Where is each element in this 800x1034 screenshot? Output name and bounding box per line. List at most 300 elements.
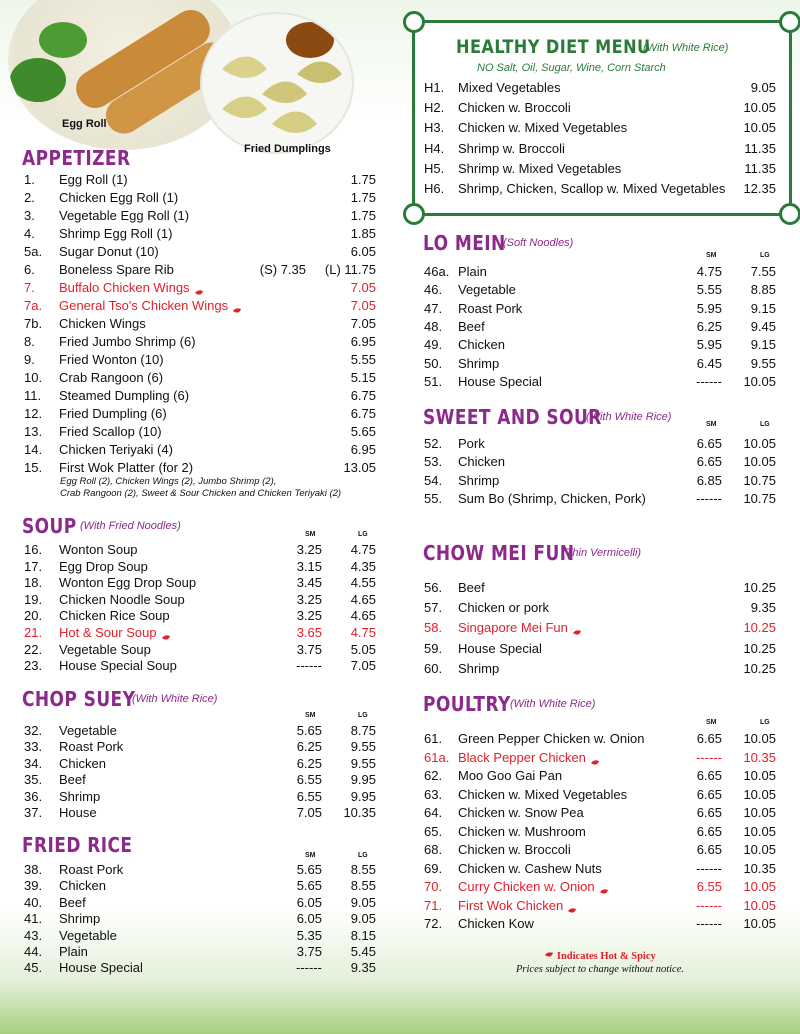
item-number: 57. (424, 600, 443, 616)
item-number: 72. (424, 916, 443, 931)
item-number: 12. (24, 406, 43, 421)
item-number: 7. (24, 280, 35, 295)
item-number: 10. (24, 370, 43, 385)
soup-sm-header: SM (305, 531, 316, 538)
item-price-large: 9.95 (350, 772, 376, 788)
menu-item (24, 225, 379, 243)
item-number: 39. (24, 878, 43, 894)
item-name: Shrimp (458, 472, 500, 488)
item-number: 55. (424, 490, 443, 506)
menu-item (24, 755, 379, 773)
sweet-sour-title: SWEET AND SOUR (423, 405, 602, 429)
menu-item (424, 263, 779, 281)
lo-mein-title: LO MEIN (423, 231, 506, 255)
lo-mein-lg-header: LG (760, 252, 770, 259)
fried-rice-sm-header: SM (305, 852, 316, 859)
item-price-large: 9.05 (350, 894, 376, 910)
item-number: 44. (24, 944, 43, 959)
item-name: Wonton Egg Drop Soup (59, 575, 197, 591)
menu-item (24, 894, 379, 912)
item-price: 6.95 (350, 442, 376, 457)
menu-item (24, 171, 379, 189)
item-name: Shrimp, Chicken, Scallop w. Mixed Vegetables (458, 181, 726, 196)
item-name: Shrimp (458, 355, 500, 371)
item-price-small: 6.25 (296, 755, 322, 771)
item-name: Shrimp (59, 788, 101, 804)
menu-item (424, 730, 779, 748)
item-price-large: 10.05 (743, 731, 776, 746)
item-price-small: 6.65 (696, 842, 722, 857)
menu-item (24, 657, 379, 675)
item-name: Beef (458, 580, 485, 595)
healthy-note: NO Salt, Oil, Sugar, Wine, Corn Starch (477, 62, 666, 74)
item-price-large: 8.85 (750, 282, 776, 298)
item-price-small: ------ (296, 960, 322, 976)
item-number: 32. (24, 723, 43, 738)
item-price-small: ------ (696, 916, 722, 931)
item-price-large: 10.35 (743, 749, 776, 765)
item-price: 10.25 (743, 620, 776, 636)
menu-item (424, 786, 779, 804)
soup-title: SOUP (22, 514, 77, 538)
item-name: Plain (458, 264, 487, 279)
item-price-large: 10.75 (743, 472, 776, 488)
item-price-large: 10.05 (743, 805, 776, 820)
item-price-small: ------ (696, 490, 722, 506)
menu-item (24, 315, 379, 333)
menu-item (424, 599, 779, 617)
item-name: Green Pepper Chicken w. Onion (458, 731, 645, 746)
item-number: 51. (424, 373, 443, 389)
item-name: Shrimp (59, 911, 101, 927)
dumplings-photo (200, 12, 354, 154)
item-price-small: 4.75 (696, 264, 722, 279)
item-name: Chicken Rice Soup (59, 608, 170, 624)
item-price-large: 10.75 (743, 490, 776, 506)
item-name: Chicken w. Mushroom (458, 823, 586, 839)
item-price-small: 5.55 (696, 282, 722, 298)
item-number: 15. (24, 460, 43, 475)
item-price-large: 10.05 (743, 786, 776, 802)
menu-item (24, 541, 379, 559)
item-name: Crab Rangoon (6) (59, 370, 164, 385)
item-price-large: 9.05 (350, 911, 376, 927)
item-price-small: 6.85 (696, 472, 722, 488)
poultry-sm-header: SM (706, 719, 717, 726)
item-name: Vegetable Egg Roll (1) (59, 208, 190, 223)
item-price-large: 9.15 (750, 300, 776, 316)
item-price: 10.25 (743, 580, 776, 595)
menu-item (424, 300, 779, 318)
menu-item (424, 160, 779, 178)
appetizer-title: APPETIZER (22, 146, 131, 170)
soup-subtitle: (With Fried Noodles) (80, 520, 181, 532)
menu-item (24, 189, 379, 207)
item-name: Chicken Egg Roll (1) (59, 190, 179, 205)
item-name: Moo Goo Gai Pan (458, 768, 563, 783)
menu-item (424, 281, 779, 299)
item-price: 1.75 (350, 190, 376, 205)
item-price-large: 10.05 (743, 823, 776, 839)
item-name: Roast Pork (59, 739, 124, 755)
menu-item (24, 207, 379, 225)
item-price-small: ------ (696, 373, 722, 389)
item-number: 3. (24, 208, 35, 223)
menu-item (24, 861, 379, 879)
item-price-small: (S) 7.35 (259, 262, 306, 277)
healthy-title: HEALTHY DIET MENU (456, 36, 651, 58)
item-price-small: 6.25 (696, 318, 722, 334)
item-number: 53. (424, 454, 443, 470)
menu-item (24, 441, 379, 459)
item-price-small: 5.65 (296, 862, 322, 877)
chow-mei-fun-title: CHOW MEI FUN (423, 541, 575, 565)
item-price-small: 6.65 (696, 805, 722, 820)
item-price-large: 10.05 (743, 373, 776, 389)
egg-roll-caption: Egg Roll (62, 118, 107, 130)
item-price: 6.95 (350, 334, 376, 349)
item-name: Vegetable (458, 282, 516, 298)
item-name: Wonton Soup (59, 542, 138, 557)
item-name: Chicken (59, 755, 106, 771)
menu-item (24, 771, 379, 789)
menu-item (24, 877, 379, 895)
item-number: 68. (424, 842, 443, 857)
menu-item (24, 624, 379, 642)
item-name: Black Pepper Chicken (458, 749, 586, 765)
item-price-large: 9.55 (750, 355, 776, 371)
menu-item (424, 453, 779, 471)
chop-suey-title: CHOP SUEY (22, 687, 136, 711)
item-number: 63. (424, 786, 443, 802)
item-price-large: 10.05 (743, 842, 776, 857)
sweet-sour-subtitle: (With White Rice) (586, 411, 672, 423)
menu-item (424, 140, 779, 158)
item-price-small: 5.65 (296, 723, 322, 738)
item-number: 20. (24, 608, 43, 624)
item-name: Roast Pork (458, 300, 523, 316)
item-price-small: ------ (696, 860, 722, 876)
item-number: H3. (424, 120, 445, 136)
item-number: 5a. (24, 244, 43, 259)
sweet-sour-lg-header: LG (760, 421, 770, 428)
item-price-large: 9.95 (350, 788, 376, 804)
item-number: 9. (24, 352, 35, 367)
lo-mein-sm-header: SM (706, 252, 717, 259)
menu-item (424, 749, 779, 767)
item-number: H5. (424, 160, 445, 176)
menu-item (424, 660, 779, 678)
item-name: Fried Scallop (10) (59, 424, 162, 439)
item-number: 64. (424, 805, 443, 820)
item-number: 56. (424, 580, 443, 595)
item-name: Chicken Noodle Soup (59, 591, 185, 607)
item-name: Vegetable Soup (59, 641, 151, 657)
dumplings-caption: Fried Dumplings (244, 143, 331, 155)
menu-item (424, 435, 779, 453)
item-name: Sum Bo (Shrimp, Chicken, Pork) (458, 490, 646, 506)
item-price: 10.25 (743, 660, 776, 676)
item-name: Shrimp Egg Roll (1) (59, 226, 173, 241)
menu-item (424, 119, 779, 137)
menu-item (424, 99, 779, 117)
item-price: 6.75 (350, 388, 376, 403)
menu-item (24, 297, 379, 315)
item-name: Chicken w. Broccoli (458, 100, 571, 116)
item-price: 11.35 (744, 160, 776, 176)
item-price-large: 8.15 (350, 927, 376, 943)
item-number: 22. (24, 641, 43, 657)
menu-item (424, 79, 779, 97)
item-price-small: 5.35 (296, 927, 322, 943)
item-price-small: 5.95 (696, 337, 722, 353)
item-number: 50. (424, 355, 443, 371)
item-number: 37. (24, 805, 43, 820)
item-price: 9.05 (750, 80, 776, 95)
item-price-small: 5.65 (296, 878, 322, 894)
item-price-large: 10.05 (743, 436, 776, 451)
item-price-large: 10.05 (743, 879, 776, 894)
item-name: Chicken (458, 337, 505, 353)
menu-item (24, 243, 379, 261)
item-price: 10.05 (743, 100, 776, 116)
healthy-subtitle: (With White Rice) (643, 42, 729, 54)
item-number: 34. (24, 755, 43, 771)
item-number: 54. (424, 472, 443, 488)
item-number: 7b. (24, 316, 43, 331)
item-name: Curry Chicken w. Onion (458, 879, 595, 894)
item-price: 12.35 (743, 181, 776, 196)
item-price-large: 4.75 (350, 625, 376, 640)
item-number: 23. (24, 658, 43, 674)
pepper-icon (544, 951, 554, 959)
item-price: 5.15 (350, 370, 376, 385)
item-number: 19. (24, 591, 43, 607)
menu-item (424, 860, 779, 878)
item-number: 45. (24, 960, 43, 976)
item-price-small: 6.25 (296, 739, 322, 755)
item-number: 58. (424, 620, 443, 636)
item-price: 6.05 (350, 244, 376, 259)
menu-item (424, 355, 779, 373)
item-price-small: 5.95 (696, 300, 722, 316)
item-number: 43. (24, 927, 43, 943)
item-number: 70. (424, 879, 443, 894)
menu-item (24, 333, 379, 351)
menu-item (424, 878, 779, 896)
chow-mei-fun-subtitle: (Thin Vermicelli) (562, 547, 642, 559)
item-number: 36. (24, 788, 43, 804)
item-price-small: 6.65 (696, 768, 722, 783)
item-number: 41. (24, 911, 43, 927)
item-number: 62. (424, 768, 443, 783)
item-name: Singapore Mei Fun (458, 620, 568, 636)
item-name: Beef (458, 318, 485, 334)
item-price-small: 6.65 (696, 436, 722, 451)
item-price: 7.05 (350, 298, 376, 313)
menu-item (424, 804, 779, 822)
item-price-large: 10.05 (743, 454, 776, 470)
item-price-large: 10.05 (743, 768, 776, 783)
item-price-large: 4.75 (350, 542, 376, 557)
menu-item (24, 910, 379, 928)
item-price-small: ------ (296, 658, 322, 674)
item-price: 1.75 (350, 172, 376, 187)
item-price-small: 3.75 (296, 944, 322, 959)
menu-item (424, 318, 779, 336)
item-name: Steamed Dumpling (6) (59, 388, 190, 403)
chop-suey-subtitle: (With White Rice) (132, 693, 218, 705)
item-number: 52. (424, 436, 443, 451)
item-name: Beef (59, 772, 86, 788)
item-name: House Special (458, 640, 542, 656)
item-number: 60. (424, 660, 443, 676)
item-price: 10.05 (743, 120, 776, 136)
item-number: 46. (424, 282, 443, 298)
item-number: H4. (424, 140, 445, 156)
item-number: 6. (24, 262, 35, 277)
item-price-large: 8.55 (350, 862, 376, 877)
item-number: 48. (424, 318, 443, 334)
item-price: 7.05 (350, 280, 376, 295)
item-name: Chicken Kow (458, 916, 534, 931)
item-number: 46a. (424, 264, 450, 279)
item-name: General Tso's Chicken Wings (59, 298, 229, 313)
item-price-large: 9.35 (350, 960, 376, 976)
menu-item (24, 804, 379, 822)
menu-item (24, 459, 379, 477)
item-price: 1.85 (350, 226, 376, 241)
item-name: House Special (458, 373, 542, 389)
item-price-small: ------ (696, 897, 722, 913)
item-price: 5.65 (350, 424, 376, 439)
item-name: Shrimp w. Mixed Vegetables (458, 160, 622, 176)
item-price: 11.35 (744, 140, 776, 156)
item-number: 11. (24, 388, 42, 403)
menu-item (424, 490, 779, 508)
item-price-large: 10.05 (743, 916, 776, 931)
item-price-small: 6.05 (296, 894, 322, 910)
item-price-large: 4.35 (350, 558, 376, 574)
item-price-small: 7.05 (296, 805, 322, 820)
menu-item (424, 619, 779, 637)
item-number: 69. (424, 860, 443, 876)
item-price: 9.35 (750, 600, 776, 616)
item-price-large: 8.55 (350, 878, 376, 894)
item-name: Beef (59, 894, 86, 910)
menu-item (24, 423, 379, 441)
fried-rice-lg-header: LG (358, 852, 368, 859)
item-price: 10.25 (743, 640, 776, 656)
item-price: 13.05 (343, 460, 376, 475)
item-name: Chicken w. Mixed Vegetables (458, 786, 628, 802)
item-price-small: 6.65 (696, 786, 722, 802)
item-number: H1. (424, 80, 445, 95)
menu-item (24, 943, 379, 961)
item-price: 1.75 (350, 208, 376, 223)
menu-item (424, 579, 779, 597)
menu-item (24, 261, 379, 279)
item-price-large: 9.45 (750, 318, 776, 334)
menu-item (424, 336, 779, 354)
menu-item (424, 640, 779, 658)
item-name: Egg Drop Soup (59, 558, 148, 574)
menu-item (424, 767, 779, 785)
poultry-lg-header: LG (760, 719, 770, 726)
menu-item (424, 897, 779, 915)
spicy-legend-text: Indicates Hot & Spicy (556, 951, 656, 962)
item-number: H6. (424, 181, 445, 196)
lo-mein-subtitle: (Soft Noodles) (503, 237, 574, 249)
item-name: Sugar Donut (10) (59, 244, 159, 259)
item-price-large: 4.65 (350, 608, 376, 624)
menu-item (24, 927, 379, 945)
item-name: Chicken w. Mixed Vegetables (458, 120, 628, 136)
item-price: 5.55 (350, 352, 376, 367)
menu-item (24, 738, 379, 756)
item-price: (L) 11.75 (324, 262, 376, 277)
item-price-small: 6.55 (696, 879, 722, 894)
item-name: Egg Roll (1) (59, 172, 128, 187)
item-price-large: 10.35 (743, 860, 776, 876)
menu-item (24, 641, 379, 659)
item-name: Chicken Wings (59, 316, 146, 331)
item-number: 49. (424, 337, 443, 353)
item-price-large: 10.05 (743, 897, 776, 913)
poultry-title: POULTRY (423, 692, 511, 716)
item-name: Fried Jumbo Shrimp (6) (59, 334, 196, 349)
item-name: Chicken w. Snow Pea (458, 805, 584, 820)
item-name: Shrimp w. Broccoli (458, 140, 565, 156)
soup-lg-header: LG (358, 531, 368, 538)
menu-item (424, 915, 779, 933)
item-number: 61. (424, 731, 443, 746)
item-name: House Special Soup (59, 658, 177, 674)
item-name: House (59, 805, 97, 820)
menu-item (424, 472, 779, 490)
menu-item (24, 369, 379, 387)
item-price-small: 6.55 (296, 788, 322, 804)
item-price-large: 4.65 (350, 591, 376, 607)
item-name: House Special (59, 960, 143, 976)
item-number: 2. (24, 190, 35, 205)
item-number: 16. (24, 542, 43, 557)
item-price-small: 3.25 (296, 608, 322, 624)
menu-item (24, 405, 379, 423)
item-name: First Wok Platter (for 2) (59, 460, 194, 475)
item-number: 4. (24, 226, 35, 241)
item-price-large: 9.15 (750, 337, 776, 353)
item-price-small: 3.65 (296, 625, 322, 640)
item-name: Vegetable (59, 723, 117, 738)
platter-note-2: Crab Rangoon (2), Sweet & Sour Chicken and Chicken Teriyaki (2) (60, 488, 342, 499)
menu-item (24, 788, 379, 806)
fried-rice-title: FRIED RICE (22, 833, 133, 857)
item-name: Roast Pork (59, 862, 124, 877)
item-price-large: 7.05 (350, 658, 376, 674)
menu-item (424, 373, 779, 391)
item-number: 40. (24, 894, 43, 910)
menu-item (24, 959, 379, 977)
item-number: 38. (24, 862, 43, 877)
poultry-subtitle: (With White Rice) (510, 698, 596, 710)
menu-item (24, 607, 379, 625)
item-name: Pork (458, 436, 485, 451)
menu-item (24, 279, 379, 297)
item-price-small: ------ (696, 749, 722, 765)
item-price-small: 3.25 (296, 542, 322, 557)
item-price: 6.75 (350, 406, 376, 421)
